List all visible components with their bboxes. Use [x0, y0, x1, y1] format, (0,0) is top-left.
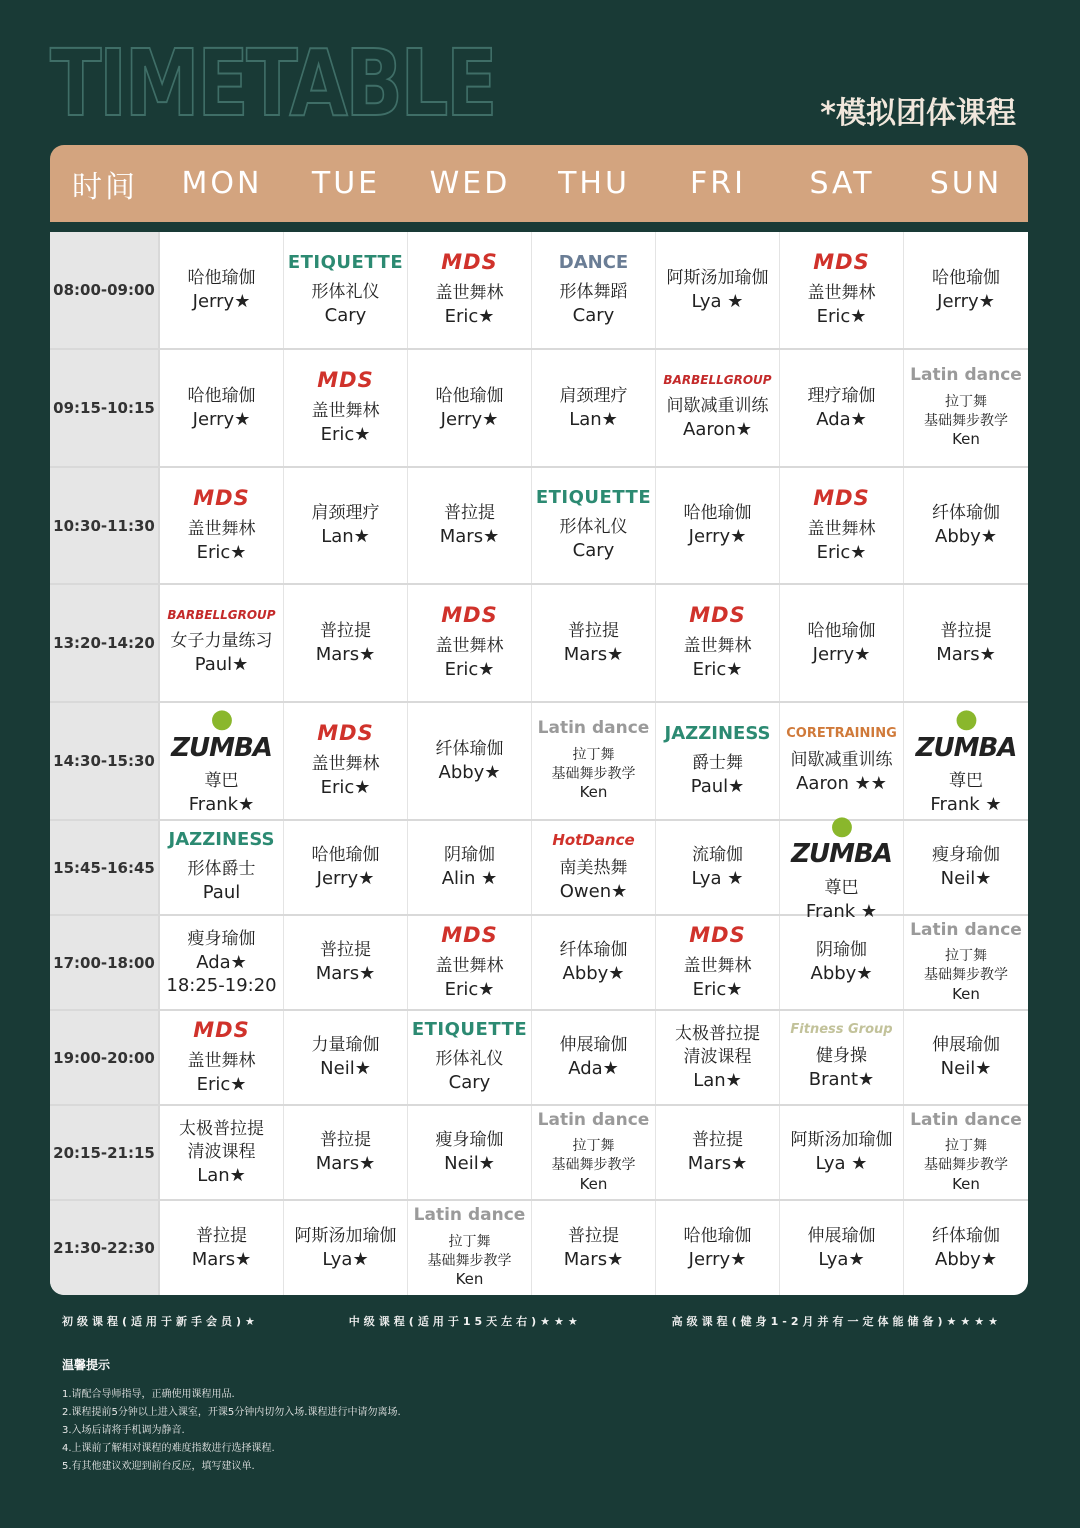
- class-brand-logo: Latin dance: [910, 1109, 1022, 1130]
- instructor-name: Owen★: [559, 880, 628, 902]
- class-brand-logo: ETIQUETTE: [287, 251, 404, 273]
- class-name: 哈他瑜伽: [187, 385, 256, 406]
- instructor-name: Ada★: [568, 1058, 619, 1080]
- brand-text: ZUMBA: [791, 839, 892, 870]
- class-name: 盖世舞林: [311, 401, 380, 422]
- class-cell: [780, 810, 904, 922]
- instructor-name: Paul★: [690, 775, 745, 797]
- class-cell: [532, 468, 656, 583]
- instructor-name: Ken: [952, 430, 980, 449]
- class-name: 哈他瑜伽: [807, 620, 876, 641]
- class-cell: [408, 1106, 532, 1199]
- class-cell: [656, 1011, 780, 1104]
- class-name: 纤体瑜伽: [435, 738, 504, 759]
- header-day: SUN: [929, 166, 1003, 201]
- class-cell: [160, 585, 284, 701]
- class-cell: [904, 821, 1028, 914]
- legend-advanced: 高级课程(健身1-2月并有一定体能储备)★★★★: [671, 1315, 1002, 1328]
- class-cell: [284, 821, 408, 914]
- class-cell: [656, 350, 780, 466]
- page-subtitle: *模拟团体课程: [820, 96, 1016, 131]
- time-slot-row: [50, 1201, 1028, 1295]
- class-name: 普拉提: [320, 620, 371, 641]
- instructor-name: Mars★: [315, 963, 376, 985]
- class-name: 瘦身瑜伽: [435, 1130, 504, 1151]
- class-cell: [780, 468, 904, 583]
- header-day: FRI: [690, 166, 746, 201]
- class-name: 伸展瑜伽: [932, 1035, 1000, 1056]
- class-cell: [532, 232, 656, 348]
- tip-item: 4.上课前了解相对课程的难度指数进行选择课程.: [62, 1443, 275, 1454]
- class-name: 拉丁舞: [448, 1233, 491, 1250]
- instructor-name: Lan★: [569, 408, 618, 430]
- instructor-name: Cary: [448, 1072, 491, 1094]
- class-name: 阴瑜伽: [816, 940, 867, 961]
- class-name: 普拉提: [568, 620, 619, 641]
- class-brand-logo: BARBELLGROUP: [663, 373, 772, 388]
- class-cell: [656, 821, 780, 914]
- class-cell: [532, 1106, 656, 1199]
- class-cell: [284, 1201, 408, 1295]
- class-cell: [656, 232, 780, 348]
- instructor-name: Eric★: [196, 541, 247, 563]
- class-cell: [904, 916, 1028, 1009]
- level-legend: [62, 1313, 1002, 1329]
- class-cell: [160, 232, 284, 348]
- class-cell: [284, 468, 408, 583]
- instructor-name: Brant★: [808, 1069, 875, 1091]
- class-brand-logo: [780, 812, 903, 869]
- instructor-name: Neil★: [940, 868, 992, 890]
- instructor-name: Lan★: [693, 1069, 742, 1091]
- time-slot: 15:45-16:45: [50, 821, 160, 914]
- instructor-name: Lya ★: [691, 868, 744, 890]
- class-brand-logo: BARBELLGROUP: [167, 608, 276, 623]
- class-name: 瘦身瑜伽: [932, 845, 1000, 866]
- instructor-name: Frank ★: [930, 794, 1002, 816]
- class-cell: [780, 1201, 904, 1295]
- instructor-name: Abby★: [935, 526, 997, 548]
- tip-item: 1.请配合导师指导，正确使用课程用品.: [62, 1389, 235, 1400]
- class-cell: [408, 585, 532, 701]
- class-name-line2: 清波课程: [683, 1046, 752, 1067]
- class-name-line2: 基础舞步教学: [924, 412, 1008, 429]
- instructor-name: Abby★: [810, 963, 873, 985]
- class-brand-logo: [160, 705, 283, 762]
- class-cell: [284, 1106, 408, 1199]
- class-name: 尊巴: [824, 877, 859, 898]
- instructor-name: Eric★: [444, 306, 495, 328]
- class-cell: [532, 703, 656, 819]
- legend-beginner: 初级课程(适用于新手会员)★: [62, 1315, 259, 1328]
- instructor-name: Jerry★: [937, 290, 995, 312]
- class-cell: [656, 916, 780, 1009]
- time-slot-row: [50, 232, 1028, 350]
- class-name: 哈他瑜伽: [683, 1225, 752, 1246]
- instructor-name: Lya ★: [815, 1153, 868, 1175]
- instructor-name: Jerry★: [316, 868, 375, 890]
- instructor-name: Ada★: [816, 408, 867, 430]
- class-cell: [780, 1011, 904, 1104]
- class-name: 女子力量练习: [170, 631, 273, 652]
- class-name: 盖世舞林: [683, 955, 752, 976]
- tips-title: 温馨提示: [62, 1358, 111, 1372]
- instructor-name: Abby★: [438, 761, 501, 783]
- instructor-name: Ken: [579, 783, 608, 802]
- class-brand-logo: MDS: [441, 603, 498, 628]
- class-name: 形体礼仪: [559, 517, 628, 538]
- class-cell: [780, 1106, 904, 1199]
- class-cell: [656, 1106, 780, 1199]
- class-name: 盖世舞林: [435, 283, 504, 304]
- class-name: 哈他瑜伽: [187, 267, 256, 288]
- instructor-name: Mars★: [563, 1248, 624, 1270]
- class-cell: [780, 350, 904, 466]
- instructor-name: Lan★: [321, 526, 370, 548]
- zumba-logo-icon: ●: [210, 704, 233, 735]
- class-cell: [780, 916, 904, 1009]
- time-slot: 13:20-14:20: [50, 585, 160, 701]
- class-name: 伸展瑜伽: [559, 1035, 628, 1056]
- instructor-name: Lya★: [818, 1248, 865, 1270]
- class-cell: [284, 350, 408, 466]
- header-day: TUE: [311, 166, 381, 201]
- class-name: 拉丁舞: [572, 746, 615, 763]
- class-name: 盖世舞林: [435, 955, 504, 976]
- class-cell: [780, 703, 904, 819]
- class-name: 哈他瑜伽: [683, 503, 752, 524]
- instructor-name: Ken: [952, 984, 980, 1003]
- class-name: 形体礼仪: [311, 281, 380, 302]
- class-cell: [532, 1011, 656, 1104]
- time-slot: 20:15-21:15: [50, 1106, 160, 1199]
- class-cell: [904, 232, 1028, 348]
- instructor-name: Eric★: [692, 659, 743, 681]
- instructor-name: Jerry★: [192, 290, 251, 312]
- class-cell: [160, 1011, 284, 1104]
- class-name: 纤体瑜伽: [932, 1225, 1000, 1246]
- class-name: 普拉提: [692, 1130, 743, 1151]
- class-name: 太极普拉提: [675, 1023, 760, 1044]
- class-cell: [160, 350, 284, 466]
- instructor-name: Mars★: [687, 1153, 748, 1175]
- time-slot-row: [50, 1011, 1028, 1106]
- time-slot: 08:00-09:00: [50, 232, 160, 348]
- tip-item: 3.入场后请将手机调为静音.: [62, 1425, 185, 1436]
- class-cell: [284, 1011, 408, 1104]
- class-name: 间歇减重训练: [790, 749, 893, 770]
- class-cell: [656, 585, 780, 701]
- class-brand-logo: HotDance: [552, 831, 635, 850]
- class-cell: [160, 468, 284, 583]
- instructor-name: Neil★: [320, 1058, 371, 1080]
- class-brand-logo: JAZZINESS: [664, 722, 771, 744]
- class-cell: [408, 916, 532, 1009]
- instructor-name: Alin ★: [441, 868, 498, 890]
- class-name: 尊巴: [949, 771, 983, 792]
- class-name: 形体礼仪: [435, 1049, 504, 1070]
- instructor-name: Eric★: [692, 978, 743, 1000]
- instructor-name: Neil★: [940, 1058, 992, 1080]
- class-name-line2: 基础舞步教学: [551, 1157, 636, 1174]
- timetable-grid: [50, 232, 1028, 1295]
- instructor-name: Jerry★: [440, 408, 499, 430]
- class-cell: [532, 1201, 656, 1295]
- instructor-name: Cary: [572, 540, 615, 562]
- class-brand-logo: MDS: [813, 250, 870, 275]
- tip-item: 5.有其他建议欢迎到前台反应，填写建议单.: [62, 1461, 255, 1472]
- class-name: 形体舞蹈: [559, 281, 628, 302]
- time-slot-row: [50, 585, 1028, 703]
- tip-item: 2.课程提前5分钟以上进入课室，开课5分钟内切勿入场.课程进行中请勿离场.: [62, 1407, 401, 1418]
- header-day: SAT: [809, 166, 875, 201]
- class-name: 普拉提: [568, 1225, 619, 1246]
- class-name: 力量瑜伽: [311, 1035, 380, 1056]
- class-name-line2: 基础舞步教学: [551, 765, 636, 782]
- class-cell: [284, 585, 408, 701]
- instructor-name: Mars★: [936, 643, 996, 665]
- header-day: MON: [181, 166, 263, 201]
- class-cell: [532, 821, 656, 914]
- instructor-name: Paul: [202, 882, 241, 904]
- class-name: 健身操: [816, 1046, 867, 1067]
- zumba-logo-icon: ●: [830, 810, 853, 841]
- instructor-name: Ken: [455, 1270, 484, 1289]
- class-name: 盖世舞林: [807, 518, 876, 539]
- class-brand-logo: Latin dance: [413, 1205, 526, 1226]
- class-cell: [160, 1201, 284, 1295]
- tips-list: [62, 1386, 401, 1476]
- instructor-name: Eric★: [196, 1073, 247, 1095]
- class-brand-logo: MDS: [813, 485, 870, 510]
- class-name: 哈他瑜伽: [932, 267, 1000, 288]
- class-cell: [904, 1011, 1028, 1104]
- class-cell: [904, 585, 1028, 701]
- class-name-line2: 基础舞步教学: [924, 1157, 1008, 1174]
- instructor-name: Lan★: [197, 1164, 246, 1186]
- instructor-name: Mars★: [191, 1248, 252, 1270]
- class-brand-logo: Latin dance: [537, 1109, 650, 1130]
- class-cell: [160, 916, 284, 1009]
- instructor-name: Eric★: [444, 978, 495, 1000]
- instructor-name: Jerry★: [192, 408, 251, 430]
- class-cell: [904, 1106, 1028, 1199]
- class-name: 拉丁舞: [945, 393, 987, 410]
- class-cell: [408, 821, 532, 914]
- instructor-name: Ken: [579, 1174, 608, 1193]
- page-title: TIMETABLE: [50, 30, 496, 137]
- class-name: 伸展瑜伽: [807, 1225, 876, 1246]
- class-cell: [904, 468, 1028, 583]
- class-cell: [408, 703, 532, 819]
- time-slot: 19:00-20:00: [50, 1011, 160, 1104]
- class-cell: [408, 1201, 532, 1295]
- class-name: 盖世舞林: [807, 283, 876, 304]
- class-name: 普拉提: [320, 940, 371, 961]
- class-name: 阿斯汤加瑜伽: [790, 1130, 893, 1151]
- class-name-line2: 基础舞步教学: [924, 967, 1008, 984]
- class-cell: [160, 1106, 284, 1199]
- class-brand-logo: ETIQUETTE: [535, 487, 652, 509]
- class-name: 普拉提: [940, 620, 992, 641]
- class-name: 形体爵士: [187, 859, 256, 880]
- instructor-name: Neil★: [444, 1153, 495, 1175]
- time-slot-row: [50, 468, 1028, 585]
- class-brand-logo: MDS: [689, 922, 746, 947]
- class-name: 盖世舞林: [187, 1050, 256, 1071]
- extra-time: 18:25-19:20: [166, 974, 277, 996]
- zumba-logo-icon: ●: [955, 704, 977, 735]
- instructor-name: Mars★: [439, 526, 500, 548]
- class-name: 理疗瑜伽: [807, 385, 876, 406]
- class-brand-logo: ETIQUETTE: [411, 1019, 528, 1041]
- class-cell: [408, 468, 532, 583]
- instructor-name: Jerry★: [812, 643, 871, 665]
- class-cell: [532, 916, 656, 1009]
- class-brand-logo: Latin dance: [910, 365, 1022, 386]
- instructor-name: Jerry★: [688, 1248, 747, 1270]
- time-slot: 14:30-15:30: [50, 703, 160, 819]
- class-cell: [160, 821, 284, 914]
- class-name: 普拉提: [444, 503, 495, 524]
- class-cell: [408, 1011, 532, 1104]
- instructor-name: Cary: [572, 304, 615, 326]
- time-slot: 09:15-10:15: [50, 350, 160, 466]
- class-name: 盖世舞林: [187, 518, 256, 539]
- class-name: 拉丁舞: [572, 1138, 615, 1155]
- class-name: 拉丁舞: [945, 1138, 987, 1155]
- instructor-name: Jerry★: [688, 526, 747, 548]
- class-brand-logo: JAZZINESS: [168, 829, 275, 851]
- instructor-name: Frank★: [188, 794, 255, 816]
- class-name: 普拉提: [196, 1225, 247, 1246]
- class-name-line2: 清波课程: [187, 1141, 256, 1162]
- class-name: 拉丁舞: [945, 948, 987, 965]
- time-slot: 21:30-22:30: [50, 1201, 160, 1295]
- class-cell: [904, 1201, 1028, 1295]
- time-slot: 17:00-18:00: [50, 916, 160, 1009]
- class-cell: [904, 350, 1028, 466]
- class-cell: [532, 350, 656, 466]
- instructor-name: Eric★: [816, 306, 867, 328]
- class-brand-logo: Latin dance: [537, 718, 650, 739]
- class-name: 纤体瑜伽: [932, 503, 1000, 524]
- class-name: 瘦身瑜伽: [187, 928, 256, 949]
- class-name: 爵士舞: [692, 752, 743, 773]
- instructor-name: Lya ★: [691, 290, 744, 312]
- time-slot-row: [50, 810, 1028, 922]
- instructor-name: Mars★: [315, 1153, 376, 1175]
- instructor-name: Frank ★: [805, 900, 878, 922]
- header-day: WED: [429, 166, 511, 201]
- class-cell: [284, 916, 408, 1009]
- class-brand-logo: MDS: [193, 1017, 250, 1042]
- instructor-name: Mars★: [563, 643, 624, 665]
- instructor-name: Lya★: [322, 1248, 369, 1270]
- class-name-line2: 基础舞步教学: [427, 1252, 512, 1269]
- instructor-name: Abby★: [562, 963, 625, 985]
- time-slot-row: [50, 703, 1028, 821]
- class-brand-logo: [904, 705, 1028, 762]
- class-cell: [284, 703, 408, 819]
- class-cell: [656, 1201, 780, 1295]
- class-name: 哈他瑜伽: [435, 385, 504, 406]
- class-cell: [160, 703, 284, 819]
- class-cell: [904, 703, 1028, 819]
- instructor-name: Eric★: [444, 659, 495, 681]
- class-brand-logo: DANCE: [558, 251, 629, 273]
- instructor-name: Paul★: [194, 654, 249, 676]
- class-name: 盖世舞林: [435, 636, 504, 657]
- class-cell: [656, 468, 780, 583]
- class-brand-logo: MDS: [317, 368, 374, 393]
- instructor-name: Eric★: [816, 541, 867, 563]
- header-day: THU: [558, 166, 630, 201]
- class-name: 肩颈理疗: [311, 503, 380, 524]
- class-name: 南美热舞: [559, 857, 628, 878]
- instructor-name: Eric★: [320, 424, 371, 446]
- class-name: 太极普拉提: [179, 1118, 264, 1139]
- time-slot: 10:30-11:30: [50, 468, 160, 583]
- instructor-name: Abby★: [935, 1248, 997, 1270]
- instructor-name: Mars★: [315, 643, 376, 665]
- class-name: 阿斯汤加瑜伽: [666, 267, 769, 288]
- instructor-name: Aaron ★★: [796, 772, 887, 794]
- class-brand-logo: Latin dance: [910, 919, 1022, 940]
- class-name: 阴瑜伽: [444, 845, 495, 866]
- instructor-name: Aaron★: [683, 419, 752, 441]
- class-name: 肩颈理疗: [559, 385, 628, 406]
- time-slot-row: [50, 350, 1028, 468]
- class-cell: [284, 232, 408, 348]
- class-name: 盖世舞林: [311, 754, 380, 775]
- class-cell: [656, 703, 780, 819]
- class-brand-logo: Fitness Group: [790, 1022, 893, 1038]
- class-cell: [408, 350, 532, 466]
- brand-text: ZUMBA: [171, 732, 272, 763]
- class-name: 尊巴: [204, 771, 239, 792]
- class-brand-logo: MDS: [193, 485, 250, 510]
- class-brand-logo: MDS: [689, 603, 746, 628]
- time-slot-row: [50, 1106, 1028, 1201]
- class-brand-logo: MDS: [441, 250, 498, 275]
- instructor-name: Ken: [952, 1174, 980, 1193]
- class-brand-logo: MDS: [317, 721, 374, 746]
- instructor-name: Eric★: [320, 777, 371, 799]
- instructor-name: Ada★: [196, 951, 247, 973]
- class-cell: [408, 232, 532, 348]
- instructor-name: Cary: [324, 304, 367, 326]
- class-name: 普拉提: [320, 1130, 371, 1151]
- class-name: 流瑜伽: [692, 845, 743, 866]
- class-name: 哈他瑜伽: [311, 845, 380, 866]
- class-name: 阿斯汤加瑜伽: [294, 1225, 397, 1246]
- class-cell: [780, 585, 904, 701]
- class-cell: [532, 585, 656, 701]
- class-brand-logo: CORETRAINING: [786, 725, 897, 741]
- brand-text: ZUMBA: [915, 732, 1017, 763]
- timetable-header: [50, 145, 1028, 222]
- class-cell: [780, 232, 904, 348]
- legend-intermediate: 中级课程(适用于15天左右)★★★: [348, 1315, 582, 1328]
- header-time: 时间: [72, 169, 138, 205]
- class-name: 纤体瑜伽: [559, 940, 628, 961]
- class-name: 盖世舞林: [683, 636, 752, 657]
- class-name: 间歇减重训练: [666, 396, 769, 417]
- class-brand-logo: MDS: [441, 922, 498, 947]
- time-slot-row: [50, 916, 1028, 1011]
